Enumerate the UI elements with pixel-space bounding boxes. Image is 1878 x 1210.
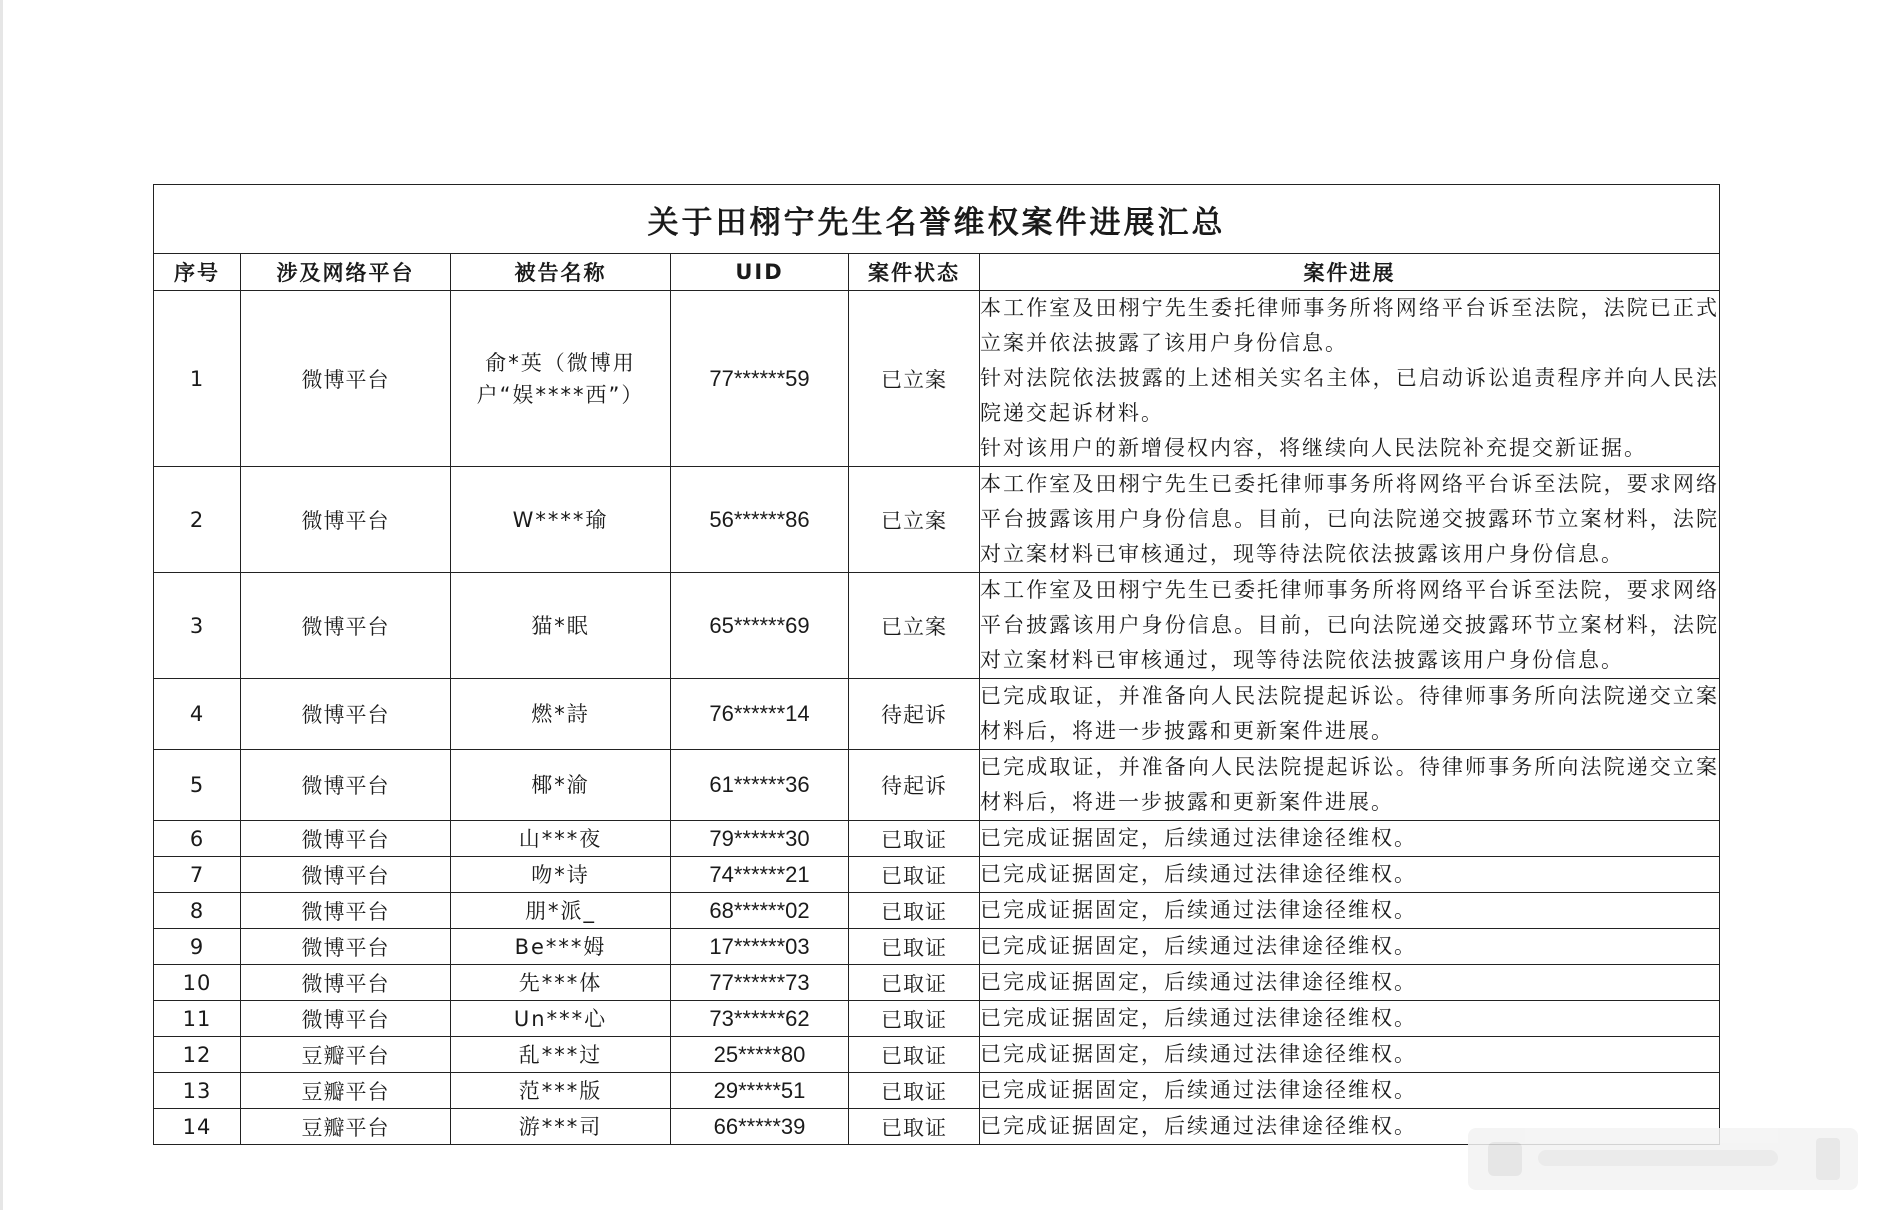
header-no: 序号 <box>154 254 241 291</box>
defendant-name: Un***心 <box>513 1006 608 1031</box>
row-defendant <box>451 291 671 467</box>
row-status: 待起诉 <box>849 750 980 821</box>
row-number: 4 <box>154 679 241 750</box>
defendant-name: 范***版 <box>518 1078 603 1103</box>
table-row <box>154 821 1720 857</box>
table-header-row <box>154 254 1720 291</box>
row-progress <box>980 1037 1720 1073</box>
row-number: 9 <box>154 929 241 965</box>
progress-paragraph: 已完成取证，并准备向人民法院提起诉讼。待律师事务所向法院递交立案材料后，将进一步披露和更新案件进展。 <box>980 755 1719 814</box>
header-defendant: 被告名称 <box>451 254 671 291</box>
row-platform: 微博平台 <box>241 821 451 857</box>
progress-paragraph: 已完成证据固定，后续通过法律途径维权。 <box>980 934 1417 958</box>
row-progress <box>980 929 1720 965</box>
row-platform: 微博平台 <box>241 750 451 821</box>
progress-paragraph: 已完成证据固定，后续通过法律途径维权。 <box>980 826 1417 850</box>
row-uid: 79******30 <box>671 821 849 857</box>
row-number: 10 <box>154 965 241 1001</box>
defendant-name: 朋*派_ <box>525 898 596 923</box>
case-progress-table <box>153 184 1720 1145</box>
row-status: 已立案 <box>849 467 980 573</box>
header-progress: 案件进展 <box>980 254 1720 291</box>
row-defendant <box>451 1037 671 1073</box>
row-platform: 微博平台 <box>241 929 451 965</box>
row-uid: 65******69 <box>671 573 849 679</box>
row-platform: 微博平台 <box>241 965 451 1001</box>
defendant-name: 游***司 <box>518 1114 603 1139</box>
header-status: 案件状态 <box>849 254 980 291</box>
table-row <box>154 679 1720 750</box>
row-number: 13 <box>154 1073 241 1109</box>
row-status: 已取证 <box>849 893 980 929</box>
progress-paragraph: 已完成证据固定，后续通过法律途径维权。 <box>980 1114 1417 1138</box>
progress-paragraph: 针对该用户的新增侵权内容，将继续向人民法院补充提交新证据。 <box>980 436 1647 460</box>
row-status: 已取证 <box>849 929 980 965</box>
progress-paragraph: 本工作室及田栩宁先生已委托律师事务所将网络平台诉至法院，要求网络平台披露该用户身份信息。目前，已向法院递交披露环节立案材料，法院对立案材料已审核通过，现等待法院依法披露该用户身份信息。 <box>980 472 1719 566</box>
table-row <box>154 1037 1720 1073</box>
table-row <box>154 857 1720 893</box>
progress-paragraph: 本工作室及田栩宁先生已委托律师事务所将网络平台诉至法院，要求网络平台披露该用户身份信息。目前，已向法院递交披露环节立案材料，法院对立案材料已审核通过，现等待法院依法披露该用户身份信息。 <box>980 578 1719 672</box>
row-uid: 66*****39 <box>671 1109 849 1145</box>
defendant-name: 椰*渝 <box>531 773 590 797</box>
defendant-name: 燃*詩 <box>531 702 590 726</box>
table-row <box>154 1001 1720 1037</box>
table-row <box>154 291 1720 467</box>
row-uid: 56******86 <box>671 467 849 573</box>
row-number: 6 <box>154 821 241 857</box>
header-uid: UID <box>671 254 849 291</box>
row-platform: 微博平台 <box>241 1001 451 1037</box>
row-progress <box>980 857 1720 893</box>
row-uid: 61******36 <box>671 750 849 821</box>
row-number: 1 <box>154 291 241 467</box>
row-uid: 77******73 <box>671 965 849 1001</box>
table-row <box>154 750 1720 821</box>
row-defendant <box>451 467 671 573</box>
row-number: 14 <box>154 1109 241 1145</box>
defendant-name: 山***夜 <box>518 826 603 851</box>
row-platform: 微博平台 <box>241 467 451 573</box>
row-progress <box>980 893 1720 929</box>
progress-paragraph: 本工作室及田栩宁先生委托律师事务所将网络平台诉至法院，法院已正式立案并依法披露了该用户身份信息。 <box>980 296 1719 355</box>
row-defendant <box>451 929 671 965</box>
row-number: 7 <box>154 857 241 893</box>
progress-paragraph: 已完成取证，并准备向人民法院提起诉讼。待律师事务所向法院递交立案材料后，将进一步披露和更新案件进展。 <box>980 684 1719 743</box>
row-status: 已取证 <box>849 1001 980 1037</box>
defendant-name: 乱***过 <box>518 1042 603 1067</box>
row-status: 已取证 <box>849 965 980 1001</box>
defendant-name: 先***体 <box>518 970 603 995</box>
defendant-name: 俞*英（微博用户“娱****西”） <box>476 350 645 407</box>
thumbnail-icon[interactable] <box>1488 1142 1522 1176</box>
table-row <box>154 467 1720 573</box>
row-platform: 微博平台 <box>241 893 451 929</box>
row-defendant <box>451 750 671 821</box>
row-defendant <box>451 857 671 893</box>
progress-paragraph: 已完成证据固定，后续通过法律途径维权。 <box>980 1006 1417 1030</box>
defendant-name: 猫*眠 <box>531 613 590 638</box>
scroll-handle-icon[interactable] <box>1816 1138 1840 1180</box>
row-uid: 77******59 <box>671 291 849 467</box>
defendant-name: W****瑜 <box>512 507 609 532</box>
progress-paragraph: 已完成证据固定，后续通过法律途径维权。 <box>980 1078 1417 1102</box>
table-row <box>154 893 1720 929</box>
row-platform: 豆瓣平台 <box>241 1109 451 1145</box>
row-uid: 74******21 <box>671 857 849 893</box>
defendant-name: 吻*诗 <box>531 862 590 887</box>
row-defendant <box>451 573 671 679</box>
row-platform: 微博平台 <box>241 291 451 467</box>
row-number: 3 <box>154 573 241 679</box>
row-uid: 68******02 <box>671 893 849 929</box>
row-progress <box>980 821 1720 857</box>
progress-paragraph: 已完成证据固定，后续通过法律途径维权。 <box>980 862 1417 886</box>
row-progress <box>980 750 1720 821</box>
case-summary-document <box>153 184 1719 1145</box>
row-platform: 微博平台 <box>241 679 451 750</box>
row-uid: 76******14 <box>671 679 849 750</box>
table-body <box>154 291 1720 1145</box>
row-progress <box>980 467 1720 573</box>
row-uid: 29*****51 <box>671 1073 849 1109</box>
row-status: 已立案 <box>849 291 980 467</box>
row-uid: 25*****80 <box>671 1037 849 1073</box>
table-row <box>154 965 1720 1001</box>
row-number: 11 <box>154 1001 241 1037</box>
defendant-name: Be***姆 <box>514 934 607 959</box>
row-progress <box>980 291 1720 467</box>
row-platform: 微博平台 <box>241 573 451 679</box>
page-left-edge <box>0 0 3 1210</box>
row-defendant <box>451 1001 671 1037</box>
table-row <box>154 573 1720 679</box>
row-platform: 豆瓣平台 <box>241 1037 451 1073</box>
document-title: 关于田栩宁先生名誉维权案件进展汇总 <box>154 185 1720 254</box>
row-defendant <box>451 679 671 750</box>
row-progress <box>980 1073 1720 1109</box>
header-platform: 涉及网络平台 <box>241 254 451 291</box>
row-uid: 17******03 <box>671 929 849 965</box>
toolbar-bar <box>1538 1150 1778 1166</box>
row-platform: 豆瓣平台 <box>241 1073 451 1109</box>
row-status: 待起诉 <box>849 679 980 750</box>
table-row <box>154 929 1720 965</box>
row-progress <box>980 679 1720 750</box>
row-number: 2 <box>154 467 241 573</box>
row-number: 8 <box>154 893 241 929</box>
row-number: 5 <box>154 750 241 821</box>
row-status: 已取证 <box>849 821 980 857</box>
row-status: 已立案 <box>849 573 980 679</box>
progress-paragraph: 已完成证据固定，后续通过法律途径维权。 <box>980 970 1417 994</box>
row-progress <box>980 1001 1720 1037</box>
progress-paragraph: 已完成证据固定，后续通过法律途径维权。 <box>980 1042 1417 1066</box>
row-platform: 微博平台 <box>241 857 451 893</box>
row-defendant <box>451 821 671 857</box>
row-defendant <box>451 893 671 929</box>
row-defendant <box>451 1109 671 1145</box>
progress-paragraph: 已完成证据固定，后续通过法律途径维权。 <box>980 898 1417 922</box>
row-progress <box>980 573 1720 679</box>
row-status: 已取证 <box>849 1109 980 1145</box>
row-defendant <box>451 1073 671 1109</box>
row-number: 12 <box>154 1037 241 1073</box>
row-uid: 73******62 <box>671 1001 849 1037</box>
image-viewer-toolbar[interactable] <box>1468 1128 1858 1190</box>
table-row <box>154 1073 1720 1109</box>
row-status: 已取证 <box>849 1037 980 1073</box>
row-defendant <box>451 965 671 1001</box>
progress-paragraph: 针对法院依法披露的上述相关实名主体，已启动诉讼追责程序并向人民法院递交起诉材料。 <box>980 366 1719 425</box>
row-status: 已取证 <box>849 857 980 893</box>
row-status: 已取证 <box>849 1073 980 1109</box>
row-progress <box>980 965 1720 1001</box>
